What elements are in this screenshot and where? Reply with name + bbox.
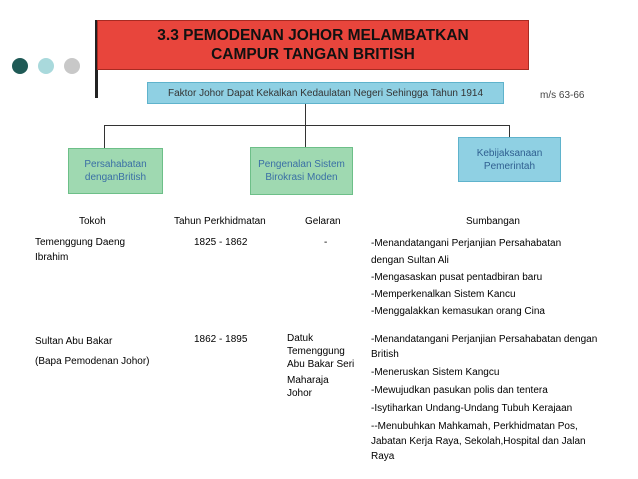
sumbangan-line: -Mewujudkan pasukan polis dan tentera — [371, 385, 548, 396]
sumbangan-line: --Menubuhkan Mahkamah, Perkhidmatan Pos, — [371, 421, 578, 432]
title-line-2: CAMPUR TANGAN BRITISH — [211, 46, 415, 63]
page-reference: m/s 63-66 — [540, 90, 585, 101]
gelaran-line: Maharaja — [287, 375, 329, 386]
row1-gelaran — [324, 235, 327, 250]
row1-sumbangan — [371, 235, 561, 320]
node-label: denganBritish — [84, 172, 147, 183]
sumbangan-line: -Isytiharkan Undang-Undang Tubuh Kerajaan — [371, 403, 573, 414]
sumbangan-line: Jabatan Kerja Raya, Sekolah,Hospital dan Jalan — [371, 436, 586, 447]
header-sumbangan: Sumbangan — [466, 216, 520, 227]
node-kebijaksanaan — [458, 137, 561, 182]
header-tokoh: Tokoh — [79, 216, 106, 227]
sumbangan-line: British — [371, 349, 399, 360]
subtitle-text: Faktor Johor Dapat Kekalkan Kedaulatan Negeri Sehingga Tahun 1914 — [167, 87, 484, 99]
row2-tahun: 1862 - 1895 — [194, 334, 248, 345]
gelaran-line: Datuk — [287, 333, 314, 344]
header-tahun: Tahun Perkhidmatan — [174, 216, 266, 227]
tokoh-line: (Bapa Pemodenan Johor) — [35, 356, 150, 367]
connector-middle — [305, 125, 306, 147]
sumbangan-line: -Memperkenalkan Sistem Kancu — [371, 289, 516, 300]
gelaran-line: - — [324, 237, 328, 248]
node-label: Kebijaksanaan — [476, 147, 543, 159]
sumbangan-line: Raya — [371, 451, 395, 462]
node-label: Birokrasi Moden — [265, 172, 338, 183]
tokoh-line: Temenggung Daeng — [35, 237, 126, 248]
sumbangan-line: -Menandatangani Perjanjian Persahabatan dengan — [371, 334, 598, 345]
sumbangan-line: -Menggalakkan kemasukan orang Cina — [371, 306, 545, 317]
sumbangan-line: dengan Sultan Ali — [371, 255, 449, 266]
node-persahabatan — [68, 148, 163, 194]
connector-left — [104, 125, 105, 148]
row2-gelaran — [287, 332, 354, 400]
connector-horizontal — [104, 125, 510, 126]
row1-tokoh — [35, 235, 125, 265]
node-birokrasi — [250, 147, 353, 195]
sumbangan-line: -Meneruskan Sistem Kangcu — [371, 367, 500, 378]
dot-dark — [12, 58, 28, 74]
node-label: Pengenalan Sistem — [258, 159, 345, 170]
row2-tokoh — [35, 332, 150, 372]
row2-sumbangan — [371, 332, 597, 464]
connector-trunk — [305, 104, 306, 125]
header-gelaran: Gelaran — [305, 216, 341, 227]
page-title — [97, 20, 529, 70]
row1-tahun: 1825 - 1862 — [194, 237, 248, 248]
dot-light — [38, 58, 54, 74]
sumbangan-line: -Menandatangani Perjanjian Persahabatan — [371, 238, 562, 249]
gelaran-line: Johor — [287, 388, 313, 399]
node-label: Persahabatan — [84, 159, 147, 170]
connector-right — [509, 125, 510, 137]
dot-grey — [64, 58, 80, 74]
gelaran-line: Abu Bakar Seri — [287, 359, 355, 370]
sumbangan-line: -Mengasaskan pusat pentadbiran baru — [371, 272, 543, 283]
tokoh-line: Ibrahim — [35, 252, 69, 263]
subtitle-box — [147, 82, 504, 104]
title-line-1: 3.3 PEMODENAN JOHOR MELAMBATKAN — [157, 27, 469, 44]
node-label: Pemerintah — [483, 160, 536, 172]
tokoh-line: Sultan Abu Bakar — [35, 336, 113, 347]
gelaran-line: Temenggung — [287, 346, 345, 357]
